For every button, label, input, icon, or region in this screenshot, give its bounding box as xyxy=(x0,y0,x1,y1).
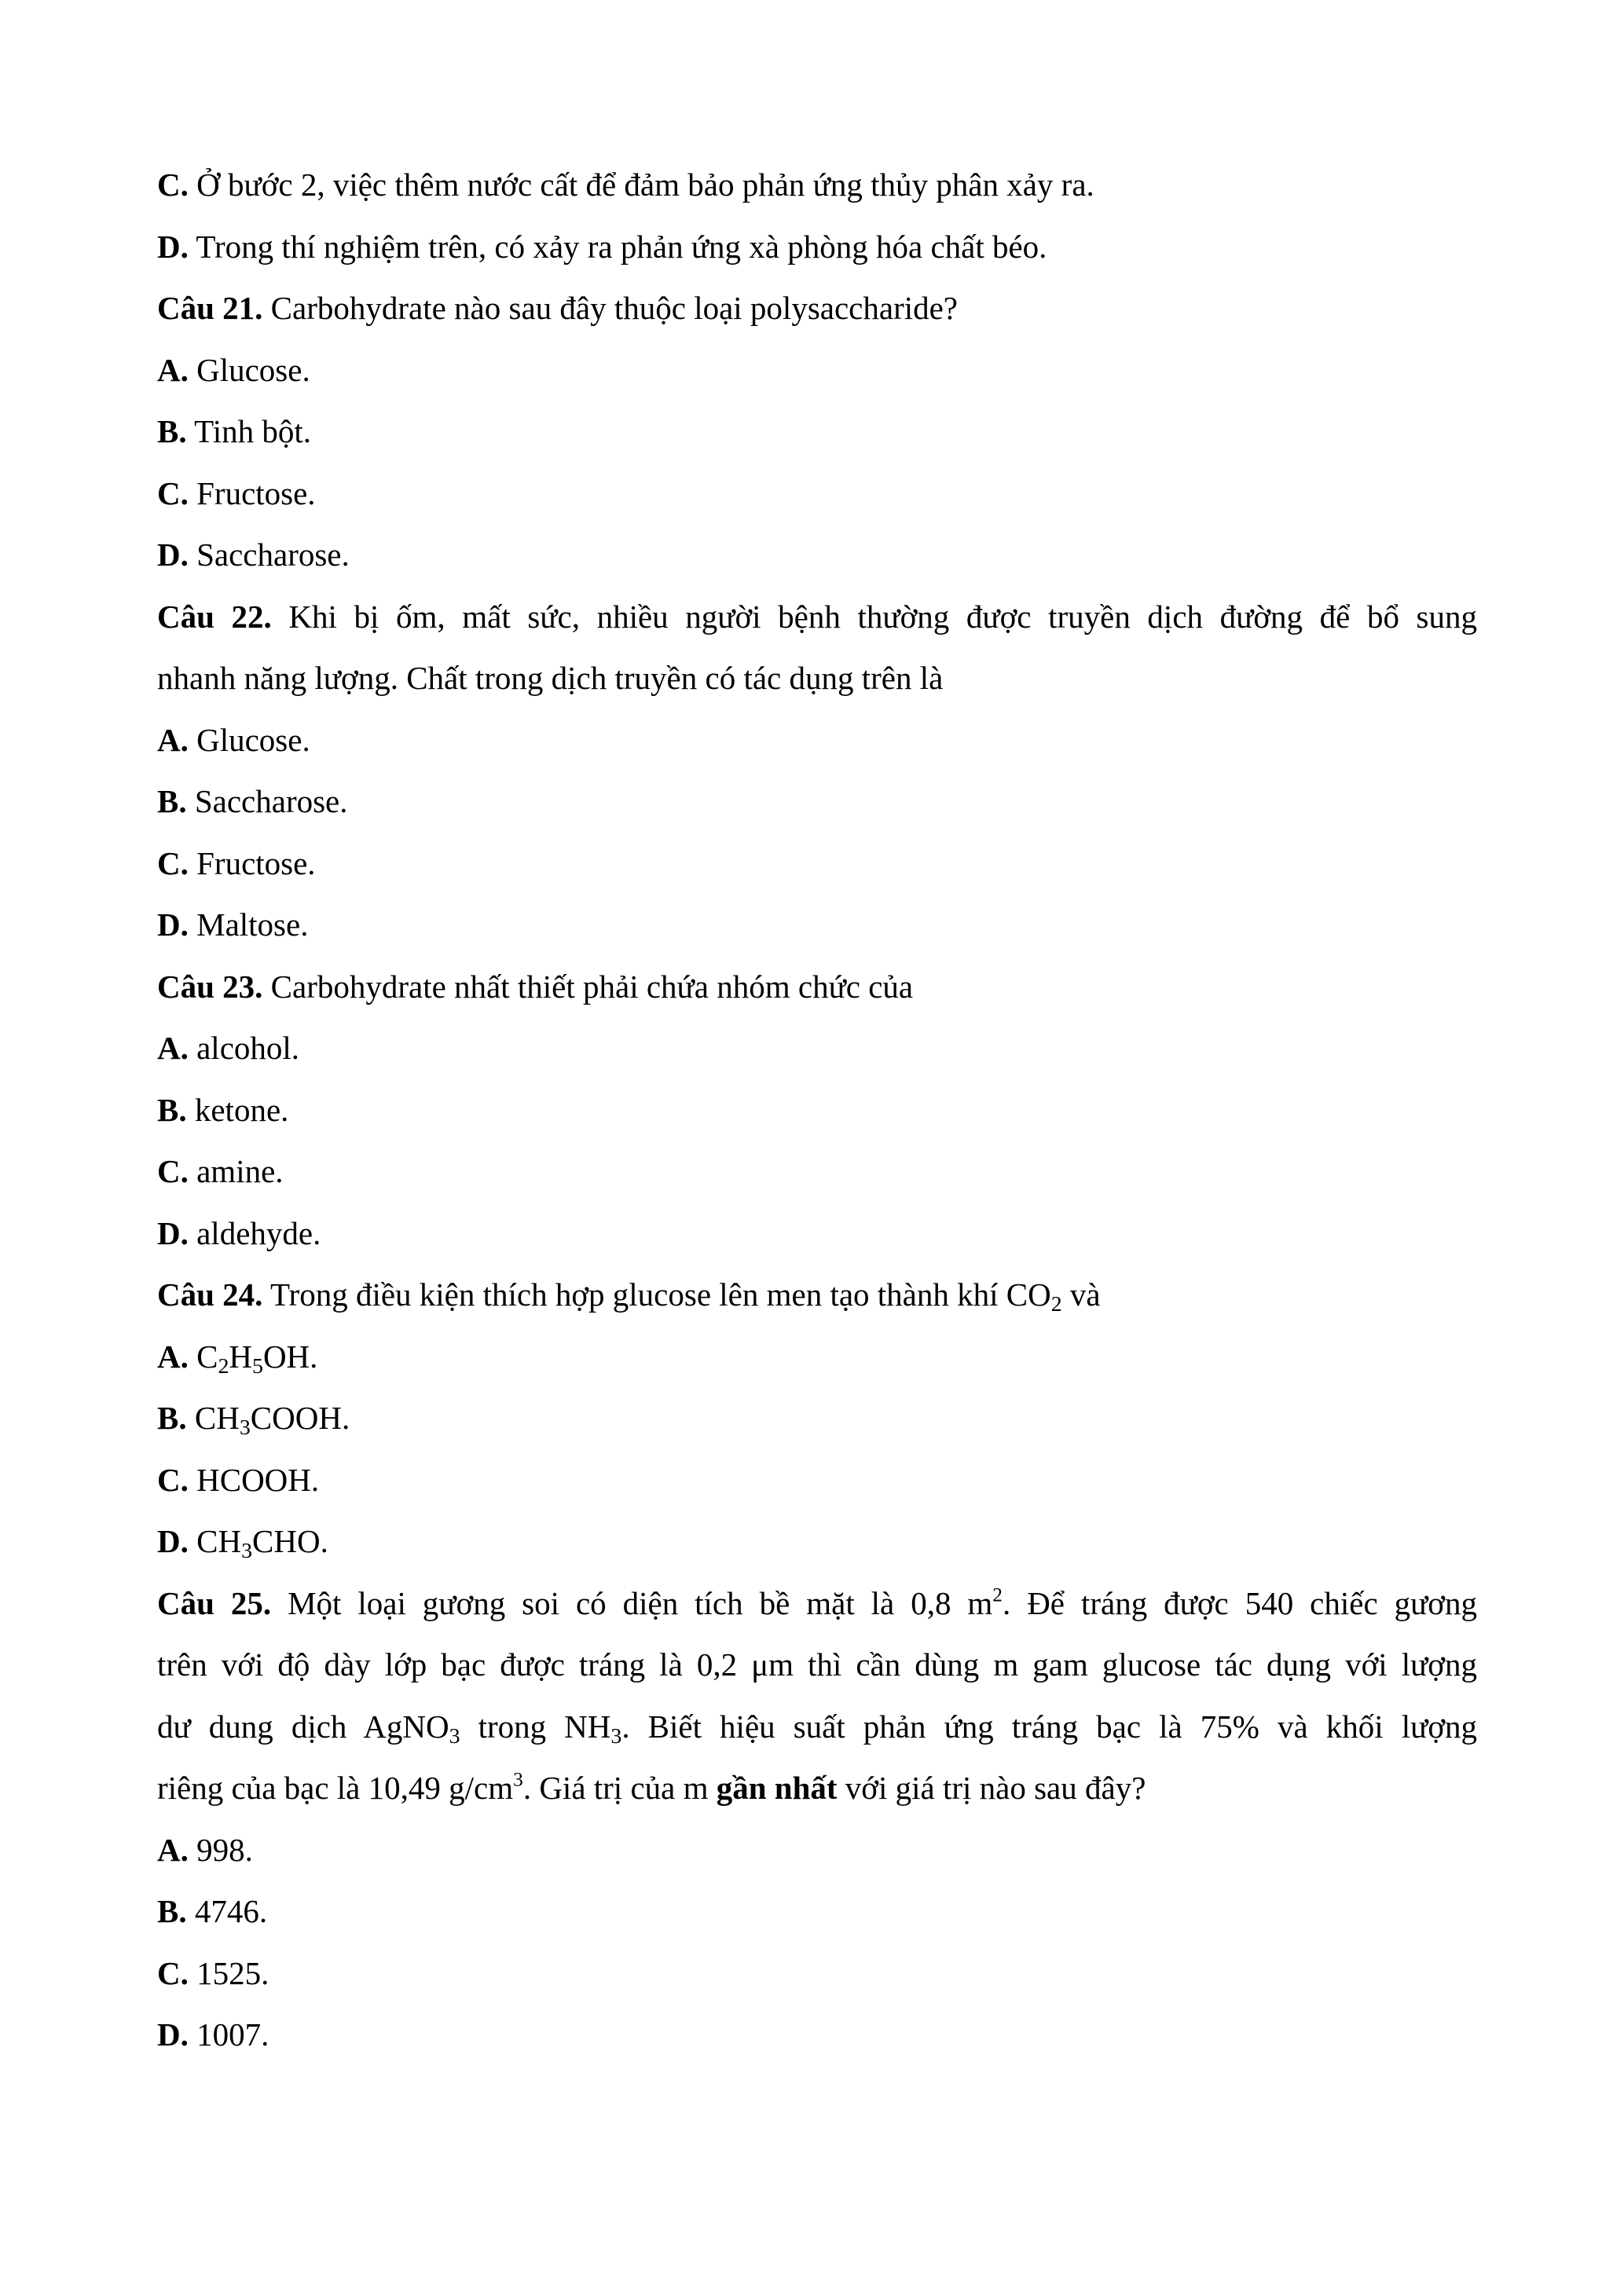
option-label: B. xyxy=(157,783,187,819)
q22-option-d xyxy=(157,894,1477,956)
subscript: 3 xyxy=(610,1723,622,1749)
option-text: Fructose. xyxy=(196,844,316,881)
q22-option-a xyxy=(157,709,1477,771)
question-text: Khi bị ốm, mất sức, nhiều người bệnh thường được truyền dịch đường để bổ sung xyxy=(288,598,1478,635)
question-25-line-4 xyxy=(157,1757,1477,1819)
q21-option-b xyxy=(157,401,1477,463)
option-label: B. xyxy=(157,1893,187,1929)
q23-option-d xyxy=(157,1203,1477,1265)
option-label: D. xyxy=(157,906,189,943)
question-text: dư dung dịch AgNO xyxy=(157,1708,449,1745)
option-text: Glucose. xyxy=(196,351,310,388)
document-page xyxy=(157,154,1477,2066)
question-label: Câu 21. xyxy=(157,290,263,326)
q24-option-b xyxy=(157,1387,1477,1449)
option-c-prev-question xyxy=(157,154,1477,216)
superscript: 2 xyxy=(992,1583,1003,1606)
question-text: trên với độ dày lớp bạc được tráng là 0,2 μm thì cần dùng m gam glucose tác dụng với lượng xyxy=(157,1646,1477,1683)
q21-option-d xyxy=(157,524,1477,586)
question-text: trong NH xyxy=(460,1708,611,1745)
question-text: Carbohydrate nhất thiết phải chứa nhóm chức của xyxy=(270,968,914,1005)
option-text: Tinh bột. xyxy=(194,413,312,449)
question-label: Câu 25. xyxy=(157,1584,272,1621)
option-text: aldehyde. xyxy=(196,1214,321,1251)
option-text: 4746. xyxy=(194,1893,268,1929)
q23-option-b xyxy=(157,1079,1477,1141)
option-text: Maltose. xyxy=(196,906,309,943)
formula-part: C xyxy=(196,1338,218,1375)
question-25 xyxy=(157,1573,1477,1635)
option-d-prev-question xyxy=(157,216,1477,278)
option-label: B. xyxy=(157,413,187,449)
option-label: A. xyxy=(157,1338,189,1375)
formula-part: COOH. xyxy=(250,1400,350,1436)
option-label: C. xyxy=(157,844,189,881)
question-25-line-2 xyxy=(157,1634,1477,1696)
q23-option-a xyxy=(157,1017,1477,1079)
q22-option-b xyxy=(157,771,1477,833)
question-label: Câu 22. xyxy=(157,598,272,635)
option-label: A. xyxy=(157,1831,189,1868)
subscript: 2 xyxy=(1050,1291,1062,1316)
option-label: D. xyxy=(157,536,189,573)
question-24 xyxy=(157,1264,1477,1326)
option-label: B. xyxy=(157,1091,187,1128)
q25-option-b xyxy=(157,1880,1477,1943)
formula-part: CH xyxy=(196,1523,242,1559)
option-text: ketone. xyxy=(194,1091,289,1128)
option-text: 998. xyxy=(196,1831,253,1868)
question-23 xyxy=(157,956,1477,1018)
q24-option-c xyxy=(157,1449,1477,1511)
q24-option-d xyxy=(157,1511,1477,1573)
option-label: C. xyxy=(157,1954,189,1991)
option-label: D. xyxy=(157,228,189,265)
subscript: 3 xyxy=(449,1723,460,1749)
question-text: Carbohydrate nào sau đây thuộc loại polysaccharide? xyxy=(270,290,959,326)
question-text-end: và xyxy=(1061,1276,1101,1313)
option-text: alcohol. xyxy=(196,1030,300,1066)
option-text: amine. xyxy=(196,1153,284,1189)
question-text: Một loại gương soi có diện tích bề mặt là 0,8 m xyxy=(288,1584,993,1621)
question-text: nhanh năng lượng. Chất trong dịch truyền có tác dụng trên là xyxy=(157,660,944,696)
option-text: Ở bước 2, việc thêm nước cất để đảm bảo phản ứng thủy phân xảy ra. xyxy=(196,167,1094,203)
subscript: 2 xyxy=(218,1353,229,1379)
subscript: 5 xyxy=(252,1353,263,1379)
q25-option-c xyxy=(157,1943,1477,2005)
option-label: A. xyxy=(157,351,189,388)
option-text: Saccharose. xyxy=(196,536,350,573)
q24-option-a xyxy=(157,1326,1477,1388)
option-text: 1525. xyxy=(196,1954,269,1991)
question-21 xyxy=(157,277,1477,339)
option-label: D. xyxy=(157,1523,189,1559)
q22-option-c xyxy=(157,833,1477,895)
q25-option-d xyxy=(157,2004,1477,2066)
formula-part: OH. xyxy=(262,1338,318,1375)
q25-option-a xyxy=(157,1819,1477,1881)
question-text: . Biết hiệu suất phản ứng tráng bạc là 75% và khối lượng xyxy=(621,1708,1477,1745)
question-label: Câu 23. xyxy=(157,968,263,1005)
option-text: 1007. xyxy=(196,2016,269,2052)
option-label: B. xyxy=(157,1400,187,1436)
question-label: Câu 24. xyxy=(157,1276,263,1313)
option-label: C. xyxy=(157,1461,189,1498)
option-label: C. xyxy=(157,1153,189,1189)
option-label: A. xyxy=(157,721,189,758)
option-label: C. xyxy=(157,167,189,203)
superscript: 3 xyxy=(513,1768,523,1791)
question-text: . Giá trị của m xyxy=(522,1770,717,1806)
question-22-continued xyxy=(157,647,1477,709)
question-text: với giá trị nào sau đây? xyxy=(837,1770,1146,1806)
formula-part: CHO. xyxy=(252,1523,328,1559)
option-label: D. xyxy=(157,1214,189,1251)
subscript: 3 xyxy=(239,1415,251,1440)
option-label: C. xyxy=(157,474,189,511)
subscript: 3 xyxy=(241,1538,253,1563)
q23-option-c xyxy=(157,1141,1477,1203)
option-label: D. xyxy=(157,2016,189,2052)
option-text: Glucose. xyxy=(196,721,310,758)
emphasis-text: gần nhất xyxy=(716,1770,838,1806)
option-text: Saccharose. xyxy=(194,783,348,819)
q21-option-c xyxy=(157,463,1477,525)
question-text: riêng của bạc là 10,49 g/cm xyxy=(157,1770,514,1806)
question-text: . Để tráng được 540 chiếc gương xyxy=(1003,1584,1477,1621)
formula-part: H xyxy=(229,1338,253,1375)
question-text: Trong điều kiện thích hợp glucose lên men tạo thành khí CO xyxy=(269,1276,1051,1313)
question-22 xyxy=(157,586,1477,648)
option-label: A. xyxy=(157,1030,189,1066)
option-text: Trong thí nghiệm trên, có xảy ra phản ứng xà phòng hóa chất béo. xyxy=(196,228,1047,265)
formula-part: CH xyxy=(194,1400,240,1436)
question-25-line-3 xyxy=(157,1696,1477,1758)
option-text: Fructose. xyxy=(196,474,316,511)
option-text: HCOOH. xyxy=(196,1461,320,1498)
q21-option-a xyxy=(157,339,1477,401)
